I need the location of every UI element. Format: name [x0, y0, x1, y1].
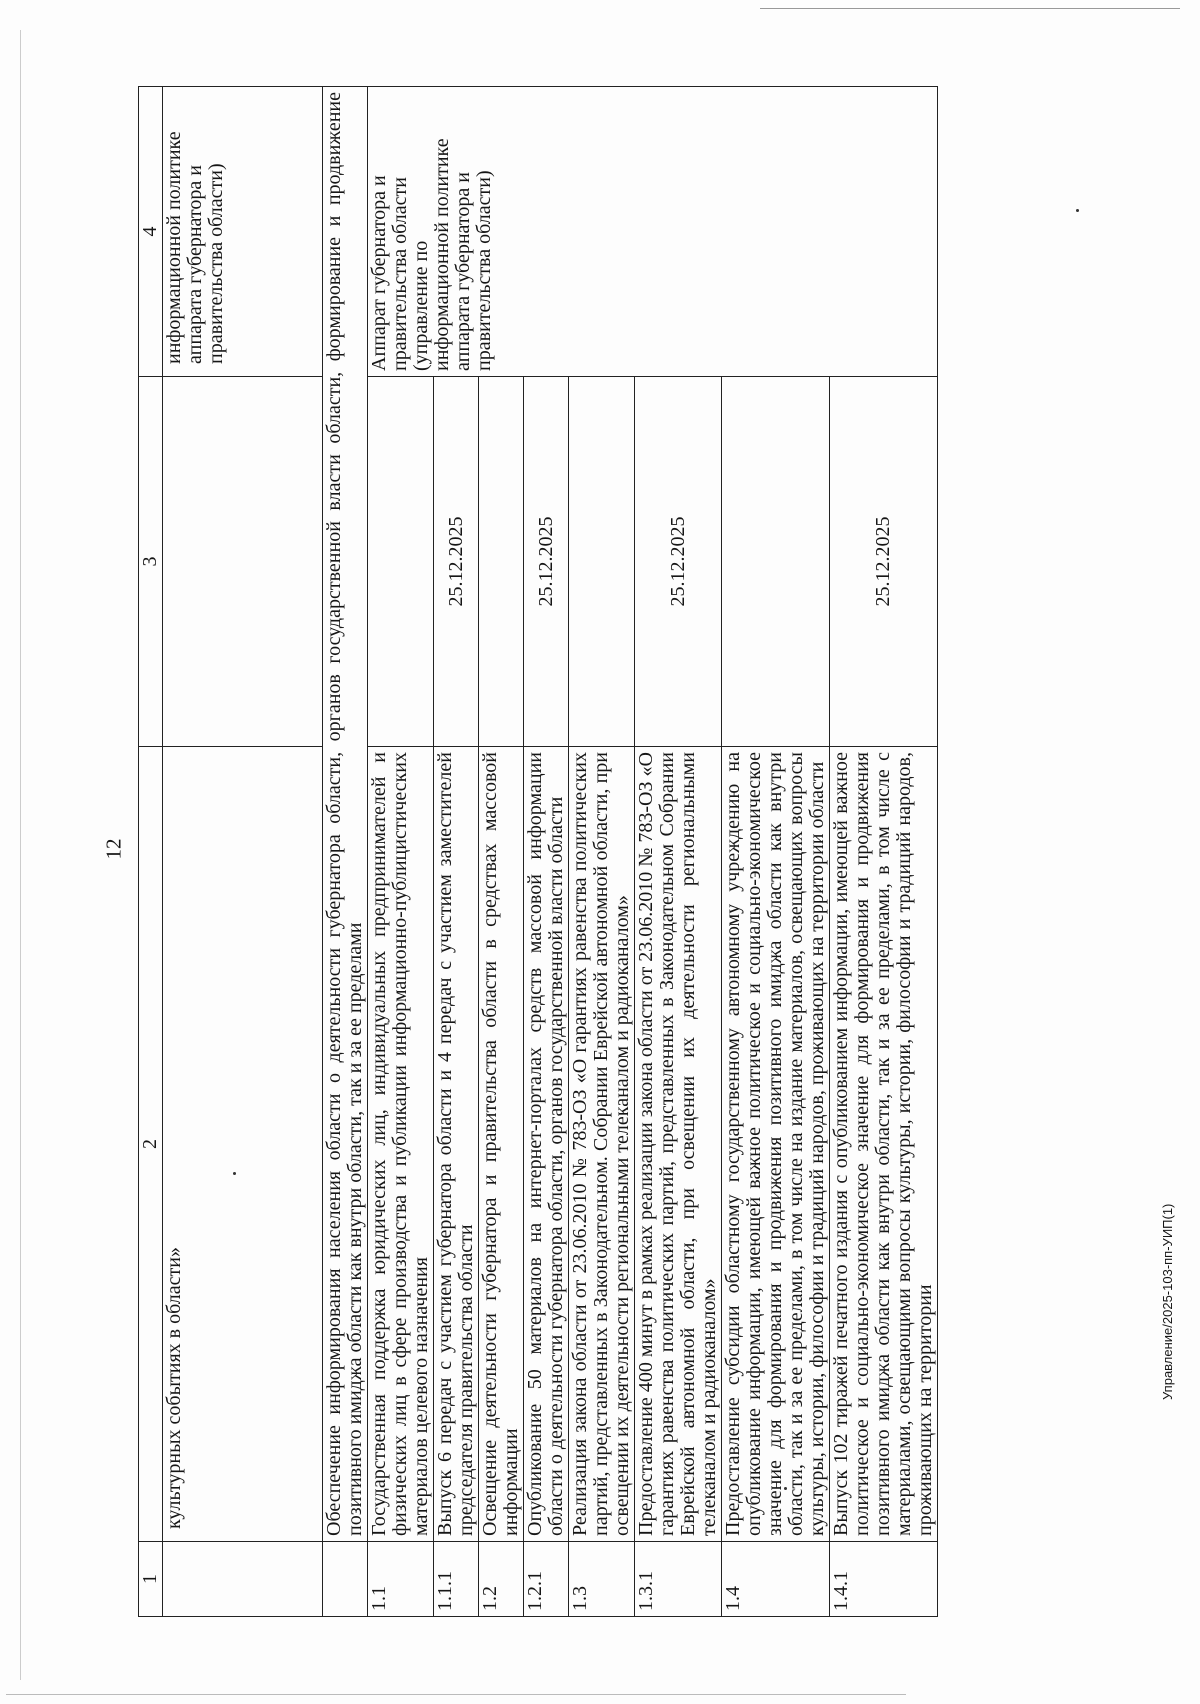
row-date: 25.12.2025 [635, 377, 722, 747]
scan-edge-mark [6, 1694, 906, 1695]
header-col-2: 2 [139, 747, 163, 1542]
row-description: Выпуск 102 тиражей печатного издания с опубликованием информации, имеющей важное политическое и социально-экономическое значение для формирования и продвижения позитивного имиджа области как внутри области, так и за ее пределами, в том числе с материалами, освещающими вопросы культуры, истории, философии и традиций народов, проживающих на территории [830, 747, 938, 1542]
row-number: 1.4.1 [830, 1542, 938, 1617]
document-code: Управление/2025-103-пп-УИП(1) [1160, 1203, 1175, 1400]
page-number: 12 [101, 838, 126, 860]
row-description: культурных событиях в области» [163, 747, 323, 1542]
row-number: 1.3 [569, 1542, 635, 1617]
row-number: 1.1 [368, 1542, 434, 1617]
header-col-4: 4 [139, 87, 163, 377]
row-description: Освещение деятельности губернатора и правительства области в средствах массовой информации [479, 747, 524, 1542]
row-number: 1.3.1 [635, 1542, 722, 1617]
row-number [163, 1542, 323, 1617]
table-row [368, 87, 434, 1617]
row-date: 25.12.2025 [830, 377, 938, 747]
row-description: Выпуск 6 передач с участием губернатора области и 4 передач с участием заместителей председателя правительства области [434, 747, 479, 1542]
row-number: 1.1.1 [434, 1542, 479, 1617]
row-description: Опубликование 50 материалов на интернет-порталах средств массовой информации области о деятельности губернатора области, органов государственной власти области [524, 747, 569, 1542]
plan-table-rotated [138, 87, 1028, 1617]
section-number [323, 1542, 368, 1617]
section-title: Обеспечение информирования населения области о деятельности губернатора области, органов государственной власти области, формирование и продвижение позитивного имиджа области как внутри области, так и за ее пределами [323, 87, 368, 1542]
header-col-1: 1 [139, 1542, 163, 1617]
plan-table [138, 86, 938, 1617]
row-number: 1.2.1 [524, 1542, 569, 1617]
row-responsible: информационной политике аппарата губернатора и правительства области) [163, 87, 323, 377]
row-description: Реализация закона области от 23.06.2010 № 783-ОЗ «О гарантиях равенства политических партий, представленных в Законодательном. Собрании Еврейской автономной области, при освещении их деятельности региональными телеканалом и радиоканалом» [569, 747, 635, 1542]
scan-edge-mark [760, 8, 1180, 9]
continuation-row [163, 87, 323, 1617]
row-date [368, 377, 434, 747]
scan-speck [1076, 209, 1079, 212]
row-description: Государственная поддержка юридических лиц, индивидуальных предпринимателей и физических лиц в сфере производства и публикации информационно-публицистических материалов целевого назначения [368, 747, 434, 1542]
row-date: 25.12.2025 [524, 377, 569, 747]
section-row [323, 87, 368, 1617]
header-col-3: 3 [139, 377, 163, 747]
row-date [479, 377, 524, 747]
responsible-department: Аппарат губернатора и правительства области (управление по информационной политике аппарата губернатора и правительства области) [368, 87, 938, 377]
row-date: 25.12.2025 [434, 377, 479, 747]
row-number: 1.2 [479, 1542, 524, 1617]
row-date [722, 377, 830, 747]
row-description: Предоставление 400 минут в рамках реализации закона области от 23.06.2010 № 783-ОЗ «О гарантиях равенства политических партий, представленных в Законодательном Собрании Еврейской автономной области, при освещении их деятельности региональными телеканалом и радиоканалом» [635, 747, 722, 1542]
row-description: Предоставление субсидии областному государственному автономному учреждению на опубликование информации, имеющей важное политическое и социально-экономическое значение для формирования и продвижения позитивного имиджа области как внутри области, так и за ее пределами, в том числе на издание материалов, освещающих вопросы культуры, истории, философии и традиций народов, проживающих на территории области [722, 747, 830, 1542]
row-date [163, 377, 323, 747]
scan-edge-mark [20, 30, 21, 1680]
row-date [569, 377, 635, 747]
row-number: 1.4 [722, 1542, 830, 1617]
header-row [139, 87, 163, 1617]
